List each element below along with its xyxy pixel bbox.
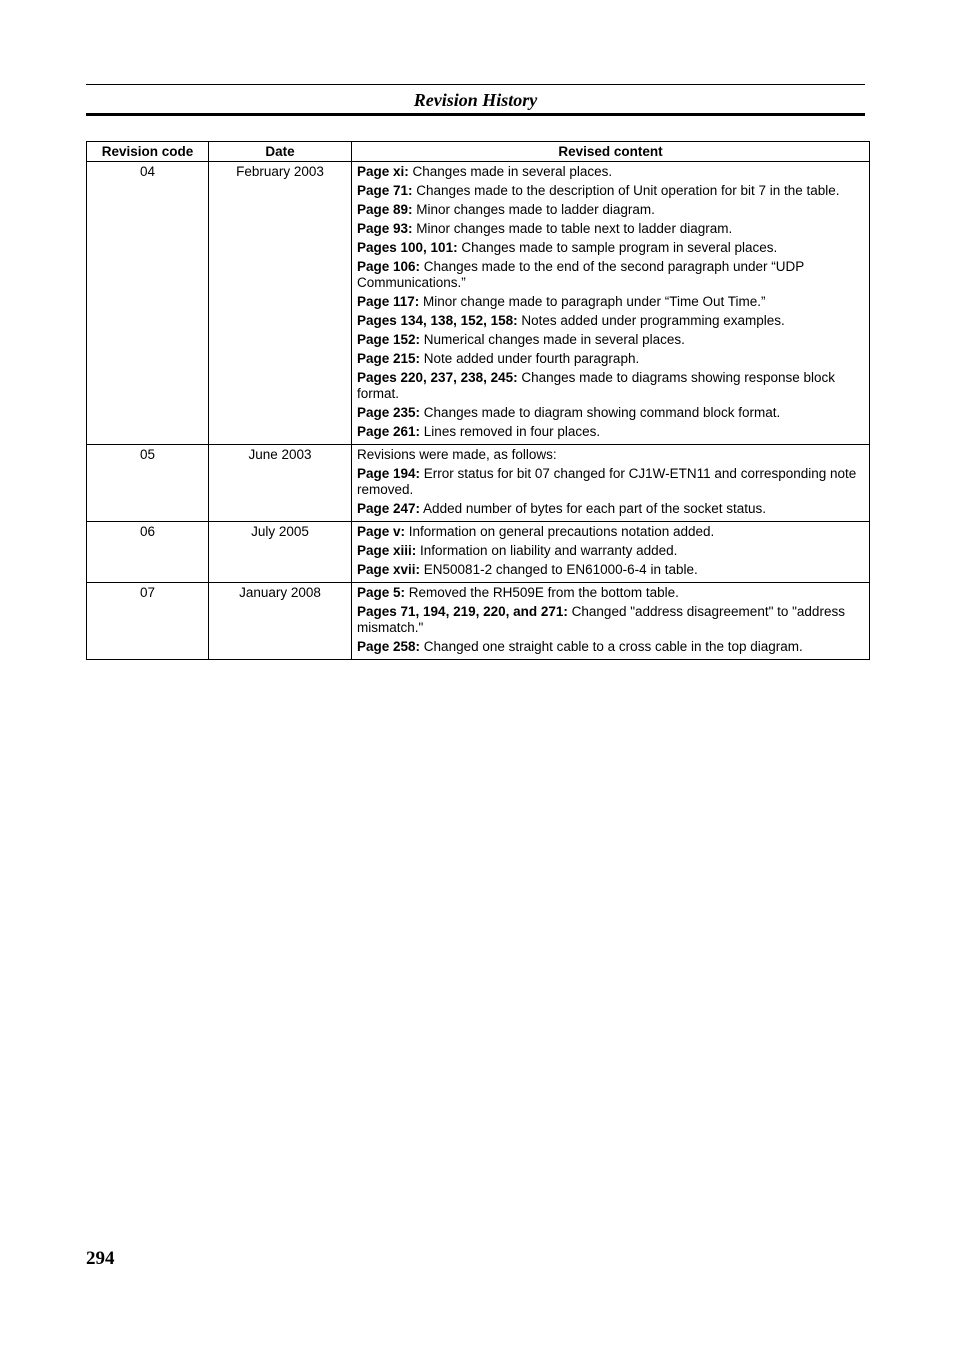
page-reference: Page v: (357, 524, 406, 539)
change-description: Changed "address disagreement" to "address mismatch." (357, 604, 845, 635)
page-reference: Page 235: (357, 405, 421, 420)
change-description: Changes made to diagrams showing response block format. (357, 370, 836, 401)
page-number: 294 (86, 1248, 115, 1269)
revision-entry (357, 332, 864, 348)
page-reference: Page 71: (357, 183, 413, 198)
revision-date-cell: July 2005 (209, 522, 352, 583)
revision-entry (357, 405, 864, 421)
change-description: Changes made to diagram showing command block format. (420, 405, 781, 420)
revision-entry (357, 370, 864, 402)
revised-content-cell (352, 162, 870, 445)
page-reference: Page 152: (357, 332, 421, 347)
revision-entry (357, 585, 864, 601)
page-reference: Page xiii: (357, 543, 417, 558)
column-header-date: Date (209, 142, 352, 162)
page-reference: Pages 71, 194, 219, 220, and 271: (357, 604, 568, 619)
page-reference: Page 247: (357, 501, 421, 516)
revision-entry (357, 639, 864, 655)
change-description: Note added under fourth paragraph. (420, 351, 640, 366)
revision-entry (357, 447, 864, 463)
change-description: Minor change made to paragraph under “Time Out Time.” (419, 294, 766, 309)
header-rule-top (86, 84, 865, 85)
change-description: Changes made to the description of Unit operation for bit 7 in the table. (412, 183, 840, 198)
change-description: Added number of bytes for each part of the socket status. (420, 501, 766, 516)
revised-content-cell (352, 583, 870, 660)
page-reference: Page 5: (357, 585, 406, 600)
revision-table (86, 141, 870, 660)
change-description: Minor changes made to table next to ladder diagram. (412, 221, 733, 236)
revision-entry (357, 313, 864, 329)
revised-content-cell (352, 522, 870, 583)
revision-entry (357, 543, 864, 559)
page-reference: Pages 134, 138, 152, 158: (357, 313, 518, 328)
revision-entry (357, 294, 864, 310)
column-header-revised-content: Revised content (352, 142, 870, 162)
change-description: Minor changes made to ladder diagram. (412, 202, 655, 217)
revision-entry (357, 164, 864, 180)
change-description: Error status for bit 07 changed for CJ1W-ETN11 and corresponding note removed. (357, 466, 857, 497)
revised-content-cell (352, 445, 870, 522)
revision-entry (357, 466, 864, 498)
table-row (87, 162, 870, 445)
page-reference: Page 194: (357, 466, 421, 481)
revision-code-cell: 04 (87, 162, 209, 445)
header-rule-bottom (86, 113, 865, 116)
column-header-revision-code: Revision code (87, 142, 209, 162)
page-reference: Page 258: (357, 639, 421, 654)
table-row (87, 522, 870, 583)
revision-entry (357, 501, 864, 517)
change-description: Changes made in several places. (408, 164, 613, 179)
table-row (87, 445, 870, 522)
change-description: Lines removed in four places. (420, 424, 601, 439)
revision-entry (357, 562, 864, 578)
revision-code-cell: 07 (87, 583, 209, 660)
change-description: Information on general precautions notation added. (405, 524, 715, 539)
revision-entry (357, 240, 864, 256)
revision-code-cell: 05 (87, 445, 209, 522)
change-description: Changes made to the end of the second paragraph under “UDP Communications.” (357, 259, 805, 290)
revision-entry (357, 524, 864, 540)
revision-entry (357, 604, 864, 636)
revision-entry (357, 183, 864, 199)
revision-code-cell: 06 (87, 522, 209, 583)
page-reference: Pages 100, 101: (357, 240, 458, 255)
revision-date-cell: February 2003 (209, 162, 352, 445)
page-reference: Page xvii: (357, 562, 421, 577)
change-description: Changes made to sample program in several places. (457, 240, 778, 255)
change-description: Removed the RH509E from the bottom table. (405, 585, 679, 600)
page-reference: Page 117: (357, 294, 420, 309)
revision-entry (357, 351, 864, 367)
page-reference: Page 261: (357, 424, 421, 439)
page-reference: Page 106: (357, 259, 421, 274)
revision-entry (357, 221, 864, 237)
page-reference: Page 89: (357, 202, 413, 217)
change-description: Changed one straight cable to a cross cable in the top diagram. (420, 639, 803, 654)
revision-entry (357, 424, 864, 440)
change-description: Notes added under programming examples. (517, 313, 785, 328)
table-header-row (87, 142, 870, 162)
revision-table-body (87, 162, 870, 660)
revision-date-cell: June 2003 (209, 445, 352, 522)
change-description: Numerical changes made in several places. (420, 332, 685, 347)
table-row (87, 583, 870, 660)
page-reference: Page 93: (357, 221, 413, 236)
revision-entry (357, 202, 864, 218)
change-description: EN50081-2 changed to EN61000-6-4 in table. (420, 562, 698, 577)
page-reference: Page 215: (357, 351, 421, 366)
page-reference: Page xi: (357, 164, 409, 179)
revision-entry (357, 259, 864, 291)
page-reference: Pages 220, 237, 238, 245: (357, 370, 518, 385)
revision-date-cell: January 2008 (209, 583, 352, 660)
page-title: Revision History (413, 90, 538, 110)
change-description: Revisions were made, as follows: (357, 447, 557, 462)
change-description: Information on liability and warranty added. (416, 543, 678, 558)
